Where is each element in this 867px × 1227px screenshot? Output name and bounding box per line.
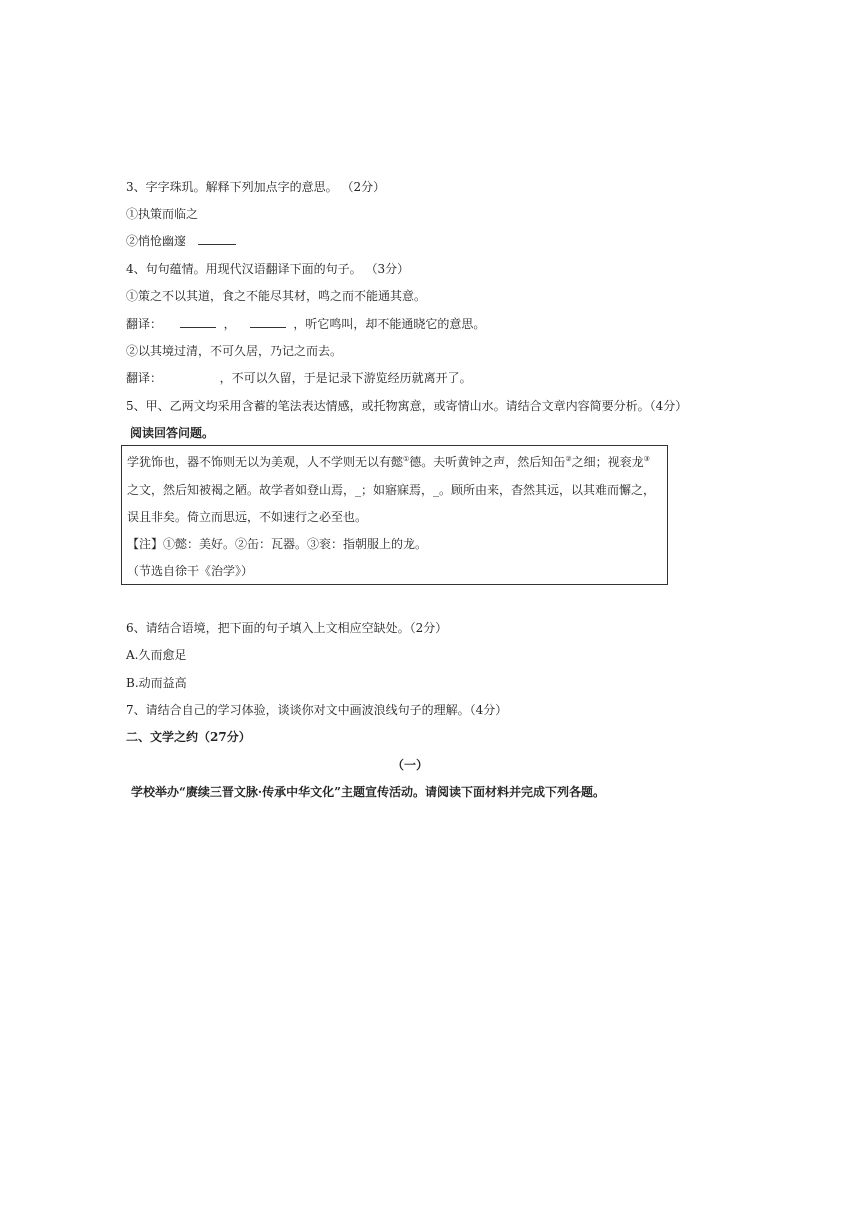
q3-item-2 [126,233,236,249]
q6-option-a: A.久而愈足 [126,648,187,662]
section-2-title: 二、文学之约（27分） [126,730,251,744]
passage-note: 【注】①懿：美好。②缶：瓦器。③衮：指朝服上的龙。 [127,537,428,551]
translation-label: 翻译： [126,371,163,385]
section-2-intro: 学校举办“赓续三晋文脉·传承中华文化”主题宣传活动。请阅读下面材料并完成下列各题。 [131,785,605,799]
q3-item-1: ①执策而临之 [126,207,199,221]
footnote-marker: ② [565,455,572,463]
passage-line-2: 之文，然后知被褐之陋。故学者如登山焉，_；如寤寐焉，_。顾所由来，杳然其远，以其难而懈之， [127,483,656,497]
passage-source: （节选自徐干《治学》） [127,564,254,578]
q6-title: 6、请结合语境，把下面的句子填入上文相应空缺处。（2分） [126,621,448,635]
q3-item-2-text: ②悄怆幽邃 [126,234,187,248]
translation-rest: ，听它鸣叫，却不能通晓它的意思。 [293,317,486,331]
translation-sep: ， [223,317,236,331]
answer-blank [250,316,286,328]
passage-line-1: 学犹饰也，器不饰则无以为美观，人不学则无以有懿①德。夫听黄钟之声，然后知缶②之细；视衮龙③ [127,455,650,469]
translation-label: 翻译： [126,317,163,331]
q5-title: 5、甲、乙两文均采用含蓄的笔法表达情感，或托物寓意，或寄情山水。请结合文章内容简要分析。（4分） [126,399,688,413]
q6-option-b: B.动而益高 [126,676,187,690]
answer-blank [180,316,216,328]
footnote-marker: ① [403,455,410,463]
q4-title: 4、句句蕴情。用现代汉语翻译下面的句子。 （3分） [126,262,410,276]
q4-translation-2 [126,370,472,386]
answer-blank [198,233,236,245]
footnote-marker: ③ [643,455,650,463]
reading-passage-box [121,445,668,585]
section-2-subtitle: （一） [391,758,428,772]
passage-line-3: 误且非矣。倚立而思远，不如速行之必至也。 [127,510,368,524]
translation-rest: ，不可以久留，于是记录下游览经历就离开了。 [219,371,472,385]
q4-sentence-2: ②以其境过清，不可久居，乃记之而去。 [126,344,343,358]
reading-heading: 阅读回答问题。 [130,426,215,440]
q7-title: 7、请结合自己的学习体验，谈谈你对文中画波浪线句子的理解。（4分） [126,703,508,717]
q4-translation-1 [126,316,485,332]
q3-title: 3、字字珠玑。解释下列加点字的意思。 （2分） [126,180,386,194]
q4-sentence-1: ①策之不以其道，食之不能尽其材，鸣之而不能通其意。 [126,289,427,303]
